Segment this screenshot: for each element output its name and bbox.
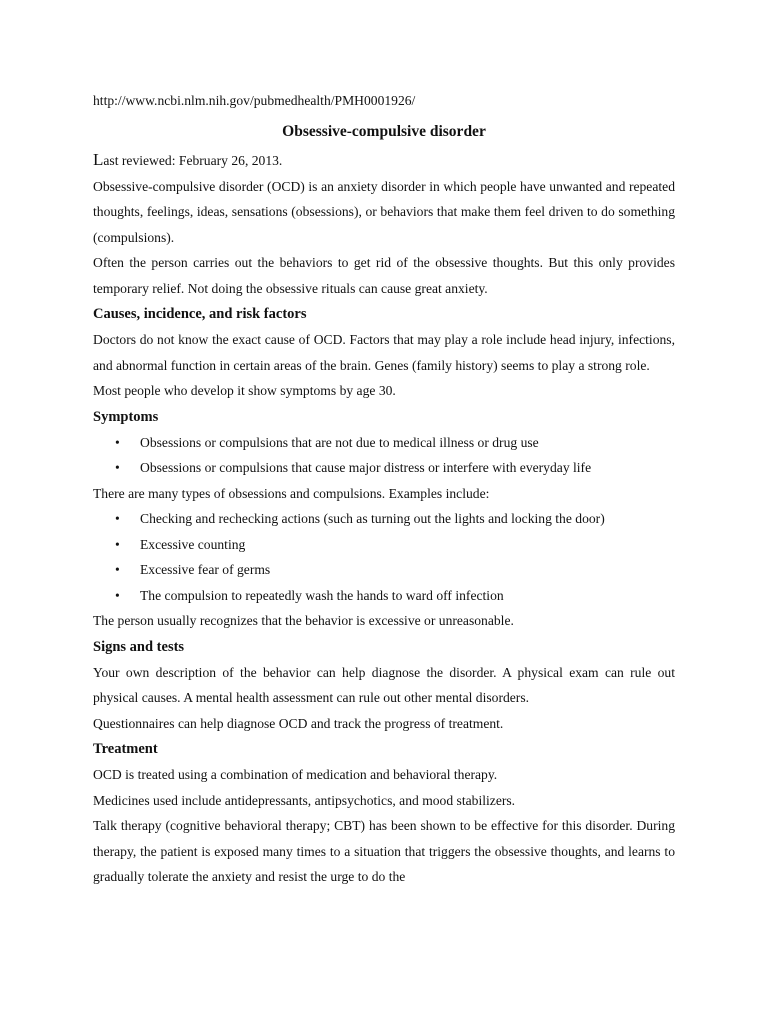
- list-item: • Excessive counting: [93, 532, 675, 558]
- source-url: http://www.ncbi.nlm.nih.gov/pubmedhealth/PMH0001926/: [93, 93, 416, 108]
- signs-paragraph-1: Your own description of the behavior can help diagnose the disorder. A physical exam can rule out physical causes. A mental health assessment can rule out other mental disorders.: [93, 664, 675, 705]
- treatment-paragraph-3: Talk therapy (cognitive behavioral therapy; CBT) has been shown to be effective for this disorder. During therapy, the patient is exposed many times to a situation that triggers the obsessive thoughts, and learns to gradually tolerate the anxiety and resist the urge to do the: [93, 818, 675, 884]
- causes-paragraph-2: Most people who develop it show symptoms by age 30.: [93, 383, 396, 398]
- list-item: • Obsessions or compulsions that cause major distress or interfere with everyday life: [93, 455, 675, 481]
- symptoms-heading: Symptoms: [93, 408, 159, 425]
- list-item: • The compulsion to repeatedly wash the hands to ward off infection: [93, 583, 675, 609]
- symptoms-closing: The person usually recognizes that the behavior is excessive or unreasonable.: [93, 613, 514, 628]
- list-item: • Obsessions or compulsions that are not due to medical illness or drug use: [93, 430, 675, 456]
- treatment-paragraph-1: OCD is treated using a combination of medication and behavioral therapy.: [93, 767, 498, 782]
- examples-intro: There are many types of obsessions and compulsions. Examples include:: [93, 485, 490, 501]
- examples-list: [93, 506, 675, 608]
- intro-paragraph-1: Obsessive-compulsive disorder (OCD) is an anxiety disorder in which people have unwanted and repeated thoughts, feelings, ideas, sensations (obsessions), or behaviors that make them feel driven to do something (compulsions).: [93, 178, 675, 245]
- causes-heading: Causes, incidence, and risk factors: [93, 306, 307, 322]
- document-body: [93, 88, 675, 890]
- last-reviewed: [93, 147, 675, 174]
- intro-paragraph-2: Often the person carries out the behaviors to get rid of the obsessive thoughts. But this only provides temporary relief. Not doing the obsessive rituals can cause great anxiety.: [93, 255, 675, 296]
- signs-heading: Signs and tests: [93, 638, 185, 655]
- page-title: Obsessive-compulsive disorder: [282, 122, 486, 140]
- last-reviewed-initial: L: [93, 150, 104, 169]
- list-item: • Checking and rechecking actions (such as turning out the lights and locking the door): [93, 506, 675, 532]
- treatment-heading: Treatment: [93, 741, 158, 757]
- treatment-paragraph-2: Medicines used include antidepressants, antipsychotics, and mood stabilizers.: [93, 792, 516, 808]
- signs-paragraph-2: Questionnaires can help diagnose OCD and track the progress of treatment.: [93, 715, 504, 731]
- last-reviewed-text: ast reviewed: February 26, 2013.: [103, 153, 283, 168]
- symptoms-list: [93, 430, 675, 481]
- list-item: • Excessive fear of germs: [93, 557, 675, 583]
- causes-paragraph-1: Doctors do not know the exact cause of OCD. Factors that may play a role include head injury, infections, and abnormal function in certain areas of the brain. Genes (family history) seems to play a strong role.: [93, 332, 675, 373]
